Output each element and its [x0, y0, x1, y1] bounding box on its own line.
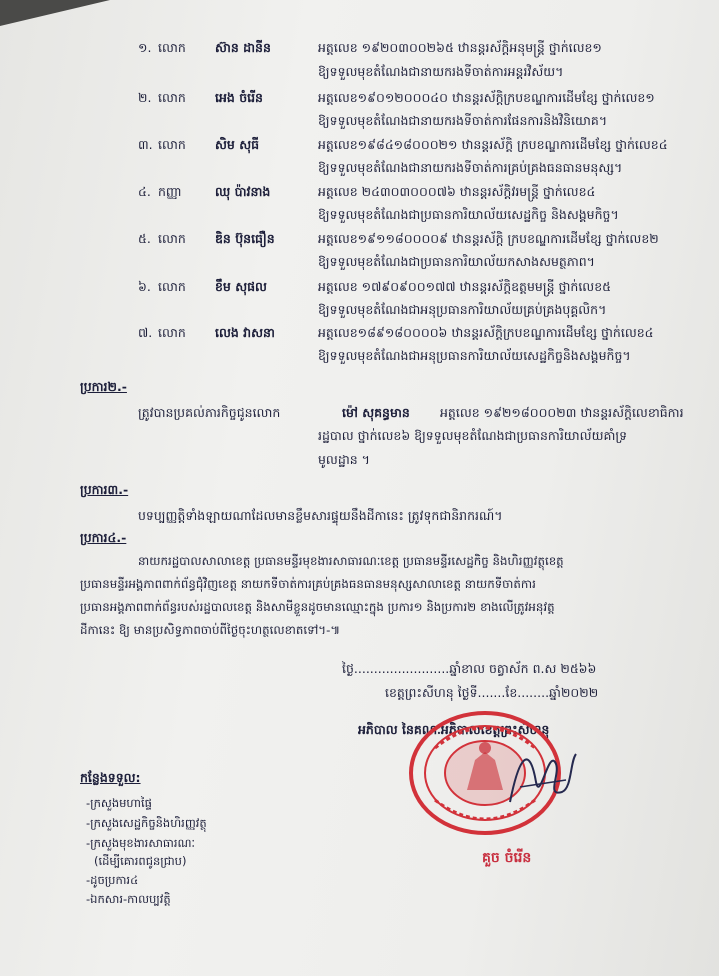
member-title: លោក — [158, 231, 186, 246]
signer-title: អភិបាល នៃគណៈអភិបាលខេត្តព្រះសីហនុ — [358, 722, 550, 737]
article2-lead: ត្រូវបានប្រគល់ភារកិច្ចជូនលោក — [138, 405, 281, 420]
article4-line: ប្រធានមន្ទីរអង្គភាពពាក់ព័ន្ធជុំវិញខេត្ត នាយកទីចាត់ការគ្រប់គ្រងធនធានមនុស្សសាលាខេត្ត នាយកទីចាត់ការ — [80, 577, 536, 591]
signer-name: គួច ចំរើន — [482, 850, 532, 866]
member-line1: អត្តលេខ១៩០១២០០០៤០ ឋានន្តរស័ក្តិក្របខណ្ឌការដើមខ្សែ ថ្នាក់លេខ១ — [318, 90, 655, 105]
member-name: ឌិន ប៊ុនធឿន — [215, 231, 275, 246]
lunar-date-line: ថ្ងៃ........................ឆ្នាំខាល ចត្វាស័ក ព.ស ២៥៦៦ — [342, 661, 597, 676]
member-number: ៣. — [138, 137, 153, 152]
article2-name: ម៉ៅ សុគន្ធមាន — [342, 405, 410, 420]
member-number: ៦. — [138, 279, 151, 294]
member-number: ៧. — [138, 325, 153, 340]
signature-icon — [500, 742, 580, 812]
article4-heading: ប្រការ៤.- — [80, 530, 127, 545]
member-line1: អត្តលេខ ១៧៩០៩០០១៧៧ ឋានន្តរស័ក្តិឧត្តមមន្ត្រី ថ្នាក់លេខ៥ — [318, 279, 611, 294]
member-title: លោក — [158, 137, 186, 152]
article2-line2: រដ្ឋបាល ថ្នាក់លេខ៦ ឱ្យទទួលមុខតំណែងជាប្រធានការិយាល័យគាំទ្រ — [318, 428, 628, 443]
member-line1: អត្តលេខ ១៩២០៣០០២៦៥ ឋានន្តរស័ក្តិអនុមន្ត្រី ថ្នាក់លេខ១ — [318, 40, 602, 55]
solar-date-line: ខេត្តព្រះសីហនុ ថ្ងៃទី.......ខែ........ឆ្នាំ២០២២ — [385, 685, 599, 700]
recipient-item: (ដើម្បីគោរពជូនជ្រាប) — [94, 854, 187, 868]
recipient-item: -ដូចប្រការ៤ — [86, 873, 139, 887]
member-line1: អត្តលេខ១៩៨៤១៨០០០២១ ឋានន្តរស័ក្តិ ក្របខណ្ឌការដើមខ្សែ ថ្នាក់លេខ៤ — [318, 137, 668, 152]
article3-heading: ប្រការ៣.- — [80, 482, 129, 497]
member-line2: ឱ្យទទួលមុខតំណែងជាប្រធានការិយាល័យសេដ្ឋកិច្ច និងសង្គមកិច្ច។ — [318, 207, 619, 222]
member-line2: ឱ្យទទួលមុខតំណែងជាអនុប្រធានការិយាល័យសេដ្ឋកិច្ចនិងសង្គមកិច្ច។ — [318, 348, 631, 363]
member-line1: អត្តលេខ ២៤៣០៣០០០៧៦ ឋានន្តរស័ក្តិវរមន្ត្រី ថ្នាក់លេខ៤ — [318, 184, 596, 199]
member-line2: ឱ្យទទួលមុខតំណែងជានាយករងទីចាត់ការអន្តរវិស័យ។ — [318, 64, 564, 79]
member-name: ឈុ ប៉ាវនាង — [215, 184, 271, 199]
member-line1: អត្តលេខ១៩១១៨០០០០៩ ឋានន្តរស័ក្តិ ក្របខណ្ឌការដើមខ្សែ ថ្នាក់លេខ២ — [318, 231, 659, 246]
member-line1: អត្តលេខ១៨៩១៨០០០០៦ ឋានន្តរស័ក្តិក្របខណ្ឌការដើមខ្សែ ថ្នាក់លេខ៤ — [318, 325, 654, 340]
article4-line: នាយករដ្ឋបាលសាលាខេត្ត ប្រធានមន្ទីរមុខងារសាធារណៈខេត្ត ប្រធានមន្ទីរសេដ្ឋកិច្ច និងហិរញ្ញវត្ថុខេត្ត — [138, 554, 564, 568]
member-name: ស៊ាន ដានីន — [215, 40, 271, 55]
member-number: ៤. — [138, 184, 151, 199]
member-name: សិម សុធី — [215, 137, 260, 152]
member-number: ២. — [138, 90, 152, 105]
member-line2: ឱ្យទទួលមុខតំណែងជាអនុប្រធានការិយាល័យគ្រប់គ្រងបុគ្គលិក។ — [318, 302, 607, 317]
recipient-item: -ក្រសួងសេដ្ឋកិច្ចនិងហិរញ្ញវត្ថុ — [86, 816, 207, 830]
article4-line: ដីកានេះ ឱ្យ មានប្រសិទ្ធភាពចាប់ពីថ្ងៃចុះហត្ថលេខាតទៅ។-៕ — [80, 623, 341, 637]
page-corner-shadow — [0, 0, 110, 26]
member-title: លោក — [158, 279, 186, 294]
member-line2: ឱ្យទទួលមុខតំណែងជានាយករងទីចាត់ការគ្រប់គ្រងធនធានមនុស្ស។ — [318, 160, 623, 175]
member-title: កញ្ញា — [158, 184, 182, 199]
member-name: អេង ចំរើន — [215, 90, 263, 105]
article2-line3: មូលដ្ឋាន ។ — [318, 452, 370, 467]
recipient-item: -ក្រសួងមហាផ្ទៃ — [86, 796, 152, 810]
recipient-item: -ឯកសារ-កាលប្បវត្តិ — [86, 892, 171, 906]
member-line2: ឱ្យទទួលមុខតំណែងជានាយករងទីចាត់ការផែនការនិងវិនិយោគ។ — [318, 113, 608, 128]
member-title: លោក — [158, 90, 186, 105]
member-name: លេង វាសនា — [215, 325, 275, 340]
article4-line: ប្រធានអង្គភាពពាក់ព័ន្ធរបស់រដ្ឋបាលខេត្ត និងសាមីខ្លួនដូចមានឈ្មោះក្នុង ប្រការ១ និងប្រការ២ ខាងលើត្រូវអនុវត្ត — [80, 600, 555, 614]
article2-heading: ប្រការ២.- — [80, 379, 127, 394]
article2-line1: អត្តលេខ ១៩២១៨០០០២៣ ឋានន្តរស័ក្តិលេខាធិការ — [440, 405, 684, 420]
member-number: ១. — [138, 40, 152, 55]
article3-text: បទប្បញ្ញត្តិទាំងឡាយណាដែលមានខ្លឹមសារផ្ទុយនឹងដីកានេះ ត្រូវទុកជានិរាករណ៍។ — [138, 508, 503, 523]
recipient-item: -ក្រសួងមុខងារសាធារណៈ — [86, 836, 196, 850]
member-line2: ឱ្យទទួលមុខតំណែងជាប្រធានការិយាល័យកសាងសមត្ថភាព។ — [318, 254, 595, 269]
recipients-heading: កន្លែងទទួល: — [80, 770, 141, 785]
member-title: លោក — [158, 325, 186, 340]
member-title: លោក — [158, 40, 186, 55]
member-name: ខឹម សុផល — [215, 279, 267, 294]
member-number: ៥. — [138, 231, 151, 246]
